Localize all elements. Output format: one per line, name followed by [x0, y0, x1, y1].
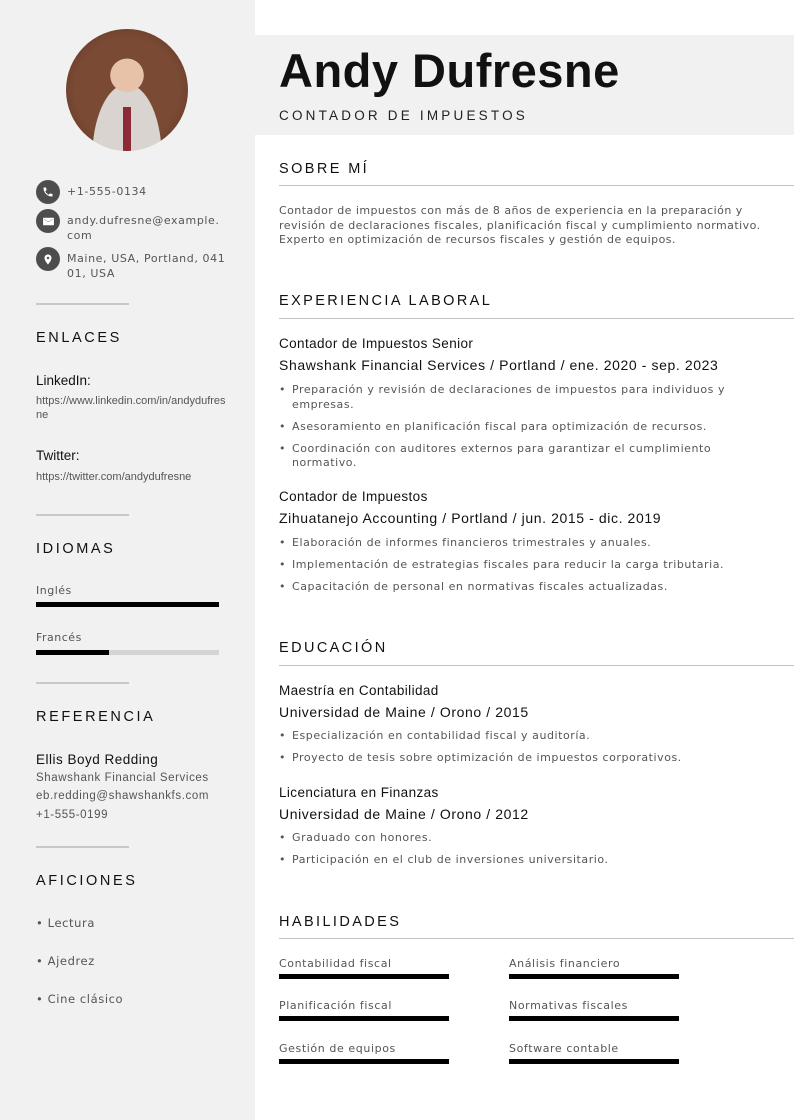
experience-title: EXPERIENCIA LABORAL — [279, 293, 493, 309]
reference-name: Ellis Boyd Redding — [36, 752, 159, 767]
list-item: • Implementación de estrategias fiscales para reducir la carga tributaria. — [279, 558, 759, 573]
education-title: EDUCACIÓN — [279, 640, 388, 656]
list-item: • Asesoramiento en planificación fiscal para optimización de recursos. — [279, 420, 759, 435]
linkedin-label: LinkedIn: — [36, 373, 91, 388]
experience-bullets — [279, 536, 759, 602]
section-rule — [279, 665, 794, 666]
education-bullets — [279, 729, 759, 773]
list-item: • Coordinación con auditores externos para garantizar el cumplimiento normativo. — [279, 442, 759, 471]
candidate-name: Andy Dufresne — [279, 44, 620, 97]
skill-item — [509, 999, 679, 1021]
education-bullets — [279, 831, 759, 875]
language-name: Inglés — [36, 584, 72, 597]
contact-email — [36, 209, 226, 243]
skill-name: Normativas fiscales — [509, 999, 628, 1012]
divider — [36, 682, 129, 684]
avatar — [66, 29, 188, 151]
list-item: • Especialización en contabilidad fiscal y auditoría. — [279, 729, 759, 744]
address-text: Maine, USA, Portland, 04101, USA — [67, 252, 226, 280]
contact-phone — [36, 180, 226, 204]
hobby-item: • Lectura — [36, 916, 96, 930]
skill-level-bar — [509, 1016, 679, 1021]
skill-name: Contabilidad fiscal — [279, 957, 392, 970]
phone-text: +1-555-0134 — [67, 185, 147, 198]
divider — [36, 514, 129, 516]
hobbies-title: AFICIONES — [36, 873, 138, 889]
language-level-fill — [36, 602, 219, 607]
education-degree: Licenciatura en Finanzas — [279, 785, 439, 800]
linkedin-link[interactable]: https://www.linkedin.com/in/andydufresne — [36, 395, 226, 421]
experience-details: Zihuatanejo Accounting / Portland / jun. 2015 - dic. 2019 — [279, 510, 662, 526]
skill-level-fill — [279, 974, 449, 979]
email-icon — [36, 209, 60, 233]
hobby-item: • Ajedrez — [36, 954, 95, 968]
section-rule — [279, 938, 794, 939]
skill-item — [279, 957, 449, 979]
sidebar — [0, 0, 255, 1120]
education-degree: Maestría en Contabilidad — [279, 683, 439, 698]
twitter-label: Twitter: — [36, 448, 80, 463]
section-rule — [279, 185, 794, 186]
reference-title: REFERENCIA — [36, 709, 156, 725]
skill-level-fill — [509, 974, 679, 979]
skills-title: HABILIDADES — [279, 914, 402, 930]
skill-level-fill — [279, 1059, 449, 1064]
skill-name: Planificación fiscal — [279, 999, 392, 1012]
education-details: Universidad de Maine / Orono / 2012 — [279, 806, 529, 822]
phone-icon — [36, 180, 60, 204]
skill-level-fill — [509, 1016, 679, 1021]
job-title: CONTADOR DE IMPUESTOS — [279, 108, 528, 123]
skill-item — [509, 1042, 679, 1064]
experience-bullets — [279, 383, 759, 478]
divider — [36, 303, 129, 305]
reference-company: Shawshank Financial Services — [36, 772, 209, 784]
hobby-item: • Cine clásico — [36, 992, 124, 1006]
list-item: • Capacitación de personal en normativas fiscales actualizadas. — [279, 580, 759, 595]
language-level-bar — [36, 602, 219, 607]
contact-address — [36, 247, 226, 281]
list-item: • Participación en el club de inversiones universitario. — [279, 853, 759, 868]
language-level-bar — [36, 650, 219, 655]
experience-role: Contador de Impuestos — [279, 489, 428, 504]
education-details: Universidad de Maine / Orono / 2015 — [279, 704, 529, 720]
skill-level-bar — [279, 974, 449, 979]
about-text: Contador de impuestos con más de 8 años de experiencia en la preparación y revisión de declaraciones fiscales, planificación fiscal y cumplimiento normativo. Experto en optimización de recursos fiscales y gestión de equipos. — [279, 204, 761, 246]
skill-level-fill — [509, 1059, 679, 1064]
skill-item — [279, 999, 449, 1021]
experience-role: Contador de Impuestos Senior — [279, 336, 474, 351]
links-title: ENLACES — [36, 330, 122, 346]
languages-title: IDIOMAS — [36, 541, 116, 557]
divider — [36, 846, 129, 848]
list-item: • Graduado con honores. — [279, 831, 759, 846]
experience-details: Shawshank Financial Services / Portland / ene. 2020 - sep. 2023 — [279, 357, 719, 373]
skill-name: Gestión de equipos — [279, 1042, 396, 1055]
about-title: SOBRE MÍ — [279, 161, 370, 177]
skill-level-fill — [279, 1016, 449, 1021]
main-content — [255, 0, 794, 1120]
list-item: • Elaboración de informes financieros trimestrales y anuales. — [279, 536, 759, 551]
reference-phone: +1-555-0199 — [36, 809, 109, 821]
email-text[interactable]: andy.dufresne@example.com — [67, 214, 220, 242]
reference-email[interactable]: eb.redding@shawshankfs.com — [36, 790, 210, 802]
list-item: • Proyecto de tesis sobre optimización de impuestos corporativos. — [279, 751, 759, 766]
skill-level-bar — [279, 1059, 449, 1064]
language-level-fill — [36, 650, 109, 655]
list-item: • Preparación y revisión de declaraciones de impuestos para individuos y empresas. — [279, 383, 759, 412]
skill-item — [279, 1042, 449, 1064]
skill-level-bar — [279, 1016, 449, 1021]
section-rule — [279, 318, 794, 319]
location-pin-icon — [36, 247, 60, 271]
skill-level-bar — [509, 974, 679, 979]
twitter-link[interactable]: https://twitter.com/andydufresne — [36, 471, 192, 483]
skill-level-bar — [509, 1059, 679, 1064]
skill-name: Software contable — [509, 1042, 619, 1055]
language-name: Francés — [36, 631, 82, 644]
skill-item — [509, 957, 679, 979]
header — [255, 35, 794, 135]
skill-name: Análisis financiero — [509, 957, 621, 970]
